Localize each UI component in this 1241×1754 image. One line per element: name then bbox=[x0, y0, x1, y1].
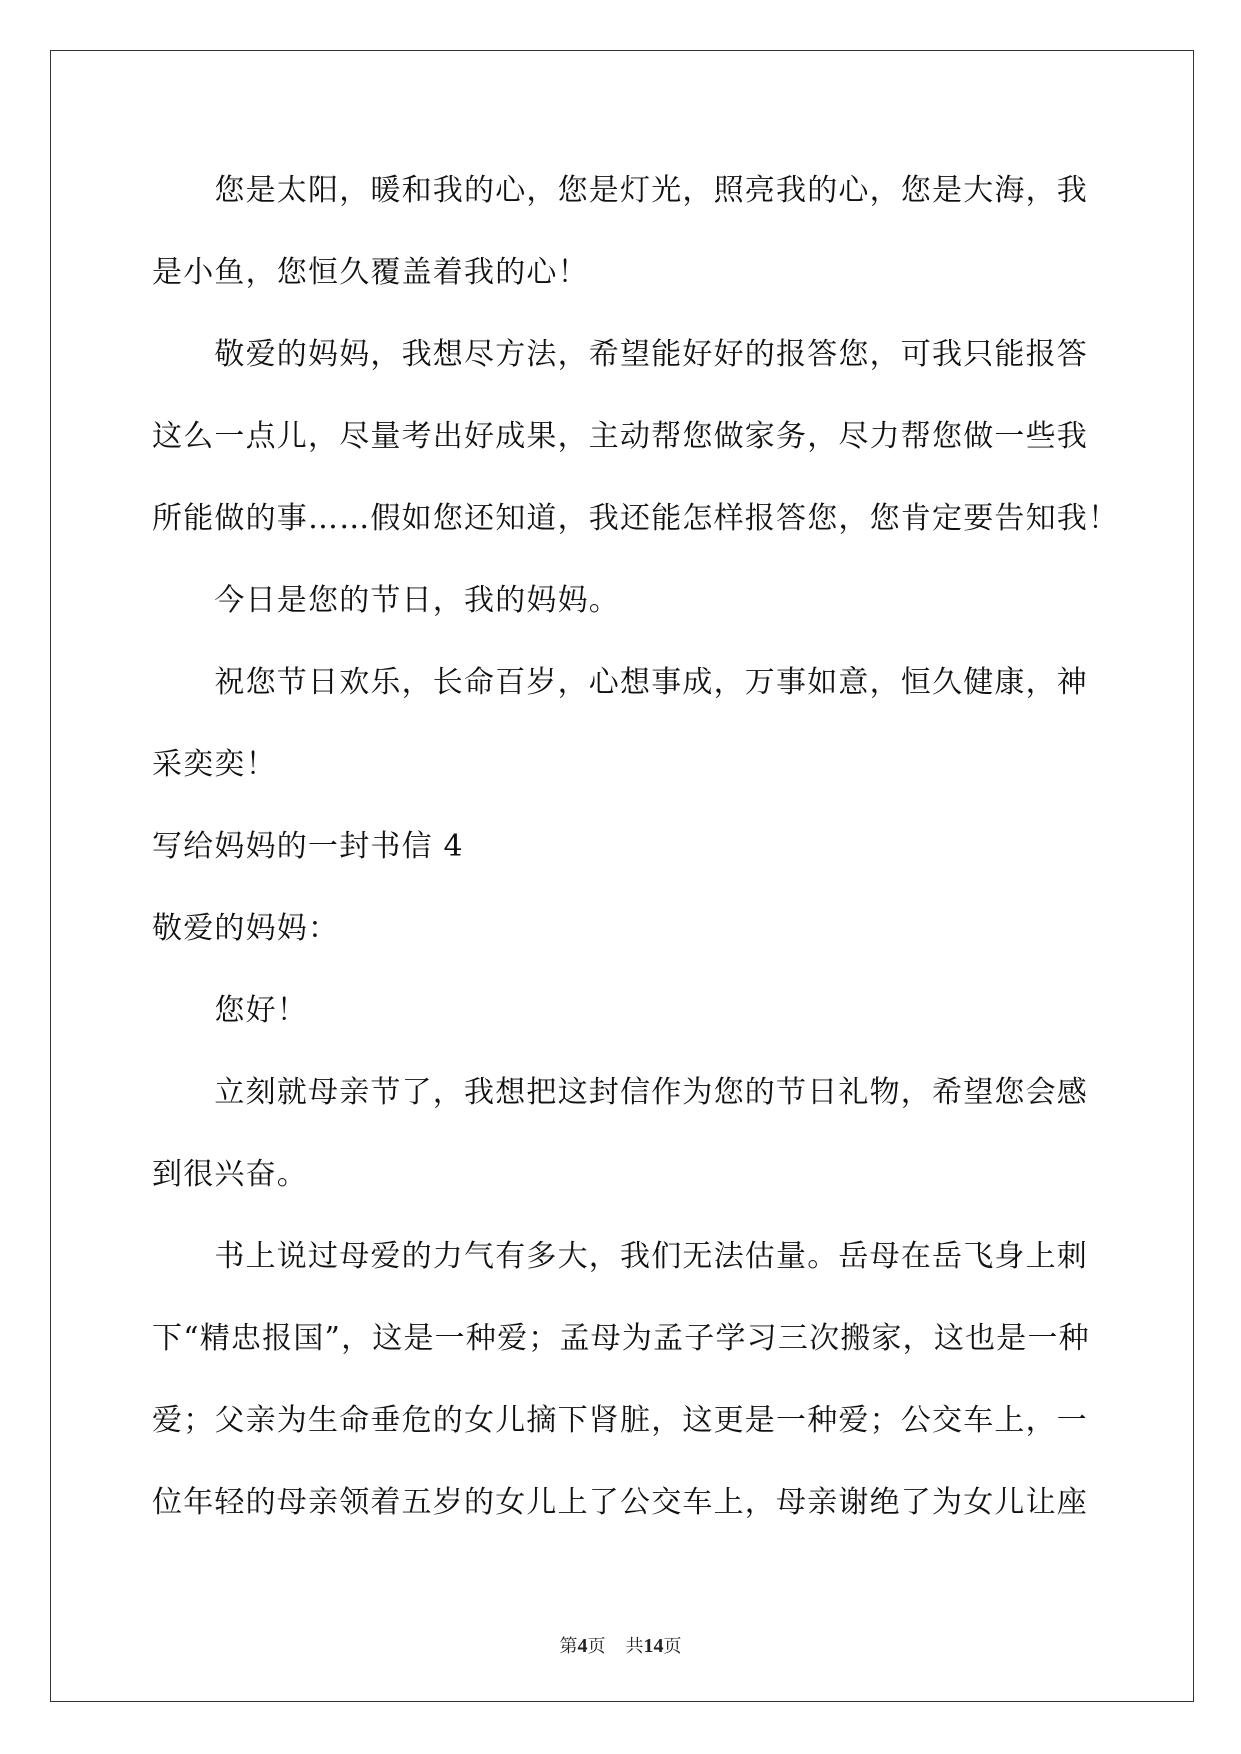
text-line: 采奕奕！ bbox=[152, 747, 277, 782]
total-pages: 14 bbox=[643, 1635, 664, 1657]
salutation: 敬爱的妈妈： bbox=[152, 911, 340, 946]
page-suffix: 页 bbox=[587, 1636, 606, 1657]
page-prefix: 第 bbox=[559, 1636, 578, 1657]
text-line: 祝您节日欢乐，长命百岁，心想事成，万事如意，恒久健康，神 bbox=[152, 665, 1088, 700]
text-line: 下“精忠报国”，这是一种爱；孟母为孟子学习三次搬家，这也是一种 bbox=[152, 1321, 1090, 1356]
text-line: 今日是您的节日，我的妈妈。 bbox=[152, 583, 620, 618]
text-line: 是小鱼，您恒久覆盖着我的心！ bbox=[152, 255, 589, 290]
text-line: 您是太阳，暖和我的心，您是灯光，照亮我的心，您是大海，我 bbox=[152, 173, 1088, 208]
text-line: 立刻就母亲节了，我想把这封信作为您的节日礼物，希望您会感 bbox=[152, 1075, 1088, 1110]
text-line: 爱；父亲为生命垂危的女儿摘下肾脏，这更是一种爱；公交车上，一 bbox=[152, 1403, 1088, 1438]
text-line: 到很兴奋。 bbox=[152, 1157, 308, 1192]
greeting: 您好！ bbox=[152, 993, 308, 1028]
page-number: 4 bbox=[577, 1635, 588, 1657]
total-prefix: 共 bbox=[625, 1636, 644, 1657]
document-body bbox=[152, 163, 1120, 1557]
total-suffix: 页 bbox=[663, 1636, 682, 1657]
section-heading: 写给妈妈的一封书信 4 bbox=[152, 829, 464, 864]
text-line: 所能做的事……假如您还知道，我还能怎样报答您，您肯定要告知我！ bbox=[152, 501, 1120, 536]
page-footer bbox=[0, 1632, 1241, 1658]
text-line: 书上说过母爱的力气有多大，我们无法估量。岳母在岳飞身上刺 bbox=[152, 1239, 1088, 1274]
text-line: 敬爱的妈妈，我想尽方法，希望能好好的报答您，可我只能报答 bbox=[152, 337, 1088, 372]
text-line: 位年轻的母亲领着五岁的女儿上了公交车上，母亲谢绝了为女儿让座 bbox=[152, 1485, 1088, 1520]
text-line: 这么一点儿，尽量考出好成果，主动帮您做家务，尽力帮您做一些我 bbox=[152, 419, 1088, 454]
